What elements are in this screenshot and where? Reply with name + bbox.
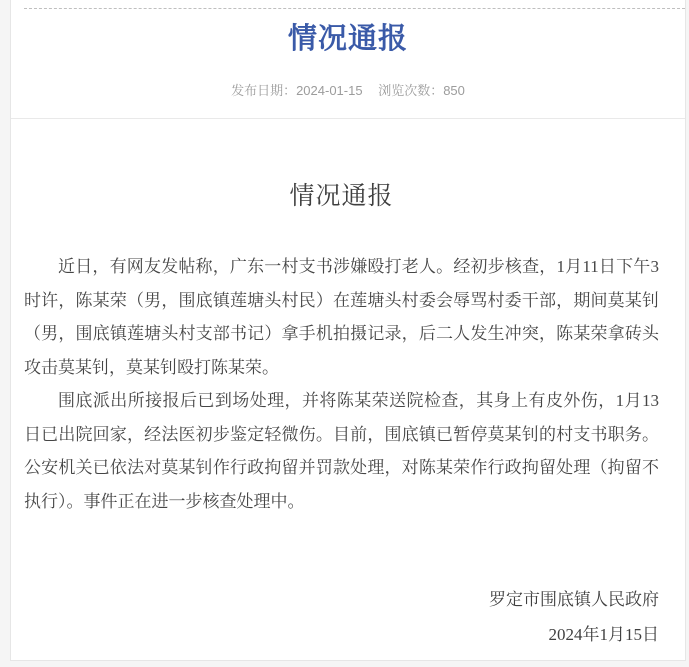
page-title: 情况通报 (287, 23, 408, 55)
article-paragraph-1: 近日，有网友发帖称，广东一村支书涉嫌殴打老人。经初步核查，1月11日下午3时许，陈某荣（男，围底镇莲塘头村民）在莲塘头村委会辱骂村委干部，期间莫某钊（男，围底镇莲塘头村支部书记）拿手机拍摄记录，后二人发生冲突，陈某荣拿砖头攻击莫某钊，莫某钊殴打陈某荣。 (24, 257, 659, 377)
signature-issuer: 罗定市围底镇人民政府 (489, 590, 659, 609)
signature-date: 2024年1月15日 (548, 625, 659, 644)
publish-meta (11, 83, 685, 99)
top-dashed-divider (24, 8, 685, 9)
article-paragraph-2: 围底派出所接报后已到场处理，并将陈某荣送院检查，其身上有皮外伤，1月13日已出院回家，经法医初步鉴定轻微伤。目前，围底镇已暂停莫某钊的村支书职务。公安机关已依法对莫某钊作行政拘留并罚款处理，对陈某荣作行政拘留处理（拘留不执行）。事件正在进一步核查处理中。 (24, 391, 659, 511)
announcement-page (10, 0, 686, 661)
signature-block (24, 582, 659, 652)
article-content (11, 182, 685, 652)
article-title: 情况通报 (289, 183, 394, 210)
publish-date: 发布日期：2024-01-15 (231, 83, 363, 98)
view-count: 浏览次数：850 (378, 83, 465, 98)
header-divider (11, 118, 685, 119)
